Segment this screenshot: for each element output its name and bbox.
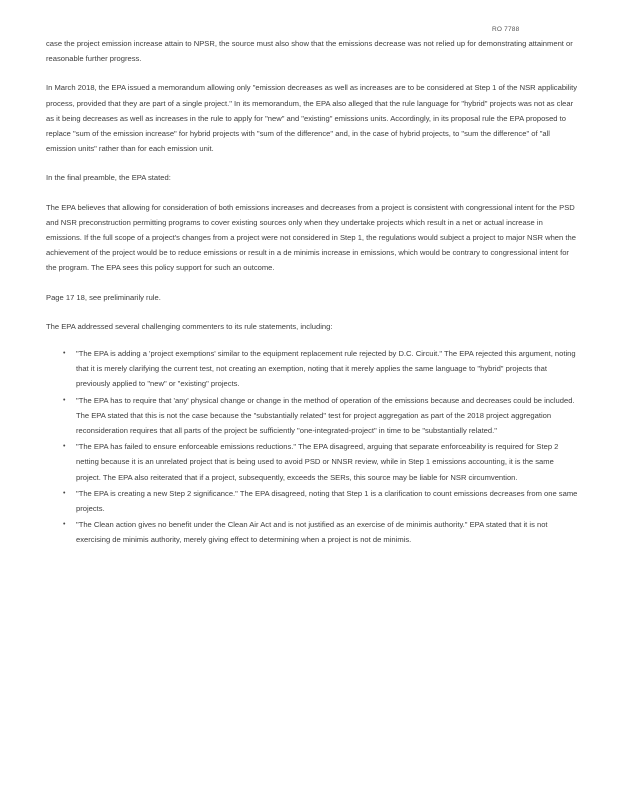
paragraph-6: The EPA addressed several challenging commenters to its rule statements, including: [46, 321, 333, 331]
paragraph-5: Page 17 18, see preliminarily rule. [46, 292, 161, 302]
paragraph-1: case the project emission increase attain to NPSR, the source must also show that the emissions decrease was not relied up for demonstrating attainment or reasonable further progress. [46, 39, 573, 64]
paragraph-2: In March 2018, the EPA issued a memorandum allowing only "emission decreases as well as increases are to be considered at Step 1 of the NSR applicability process, provided that they are part of a single project." In its memorandum, the EPA also alleged that the rule language for "hybrid" projects was not as clear as it being decreases as well as increases in the rule to apply for "new" and "existing" emissions units. Accordingly, in its proposal rule the EPA proposed to replace "sum of the emission increase" for hybrid projects with "sum of the difference" and, in the case of hybrid projects, to "sum the difference" of "all emission units" rather than for each emission unit. [46, 83, 578, 154]
bullet-text: "The EPA is creating a new Step 2 significance." The EPA disagreed, noting that Step 1 is a clarification to count emissions decreases from one same projects. [76, 488, 578, 514]
page-number: RO 7788 [492, 26, 520, 33]
bullet-item [63, 346, 580, 392]
bullet-text: "The Clean action gives no benefit under the Clean Air Act and is not justified as an exercise of de minimis authority." EPA stated that it is not exercising de minimis authority, merely giving effect to determining when a project is not de minimis. [76, 520, 548, 545]
bullet-icon: • [63, 489, 66, 497]
bullet-text: "The EPA is adding a 'project exemptions' similar to the equipment replacement rule rejected by D.C. Circuit." The EPA rejected this argument, noting that it is merely clarifying the current test, not creating an exemption, noting that it merely applies the same language to "hybrid" projects that previously applied to "new" or "existing" projects. [76, 349, 576, 389]
quoted-paragraph: The EPA believes that allowing for consideration of both emissions increases and decreases from a project is consistent with congressional intent for the PSD and NSR preconstruction permitting programs to cover existing sources only when they undertake projects which result in a net or actual increase in emissions. If the full scope of a project's changes from a project were not considered in Step 1, the regulations would subject a project to major NSR when the achievement of the project would be to reduce emissions or result in a de minimis increase in emissions, which would be contrary to congressional intent for the program. The EPA sees this policy support for such an outcome. [46, 202, 576, 273]
bullet-icon: • [63, 521, 66, 529]
paragraph-3: In the final preamble, the EPA stated: [46, 173, 171, 183]
bullet-icon: • [63, 396, 66, 404]
bullet-item [63, 439, 580, 485]
bullet-item [63, 486, 580, 516]
bullet-icon: • [63, 443, 66, 451]
bullet-item [63, 517, 580, 547]
bullet-icon: • [63, 350, 66, 358]
document-body [46, 36, 580, 549]
bullet-text: "The EPA has to require that 'any' physical change or change in the method of operation of the emissions because and decreases could be included. The EPA stated that this is not the case because the "substantially related" test for project aggregation as part of the 2018 project aggregation reconsideration requires that all parts of the project be sufficiently "one-integrated-project" in time to be "substantially related." [76, 395, 575, 436]
bullet-text: "The EPA has failed to ensure enforceable emissions reductions." The EPA disagreed, arguing that separate enforceability is required for Step 2 netting because it is an unrelated project that is being used to avoid PSD or NNSR review, while in Step 1 emissions accounting, it is the same project. The EPA also reiterated that if a project, subsequently, exceeds the SERs, this source may be liable for NSR circumvention. [76, 442, 559, 482]
bullet-list [46, 346, 580, 548]
bullet-item [63, 393, 580, 439]
